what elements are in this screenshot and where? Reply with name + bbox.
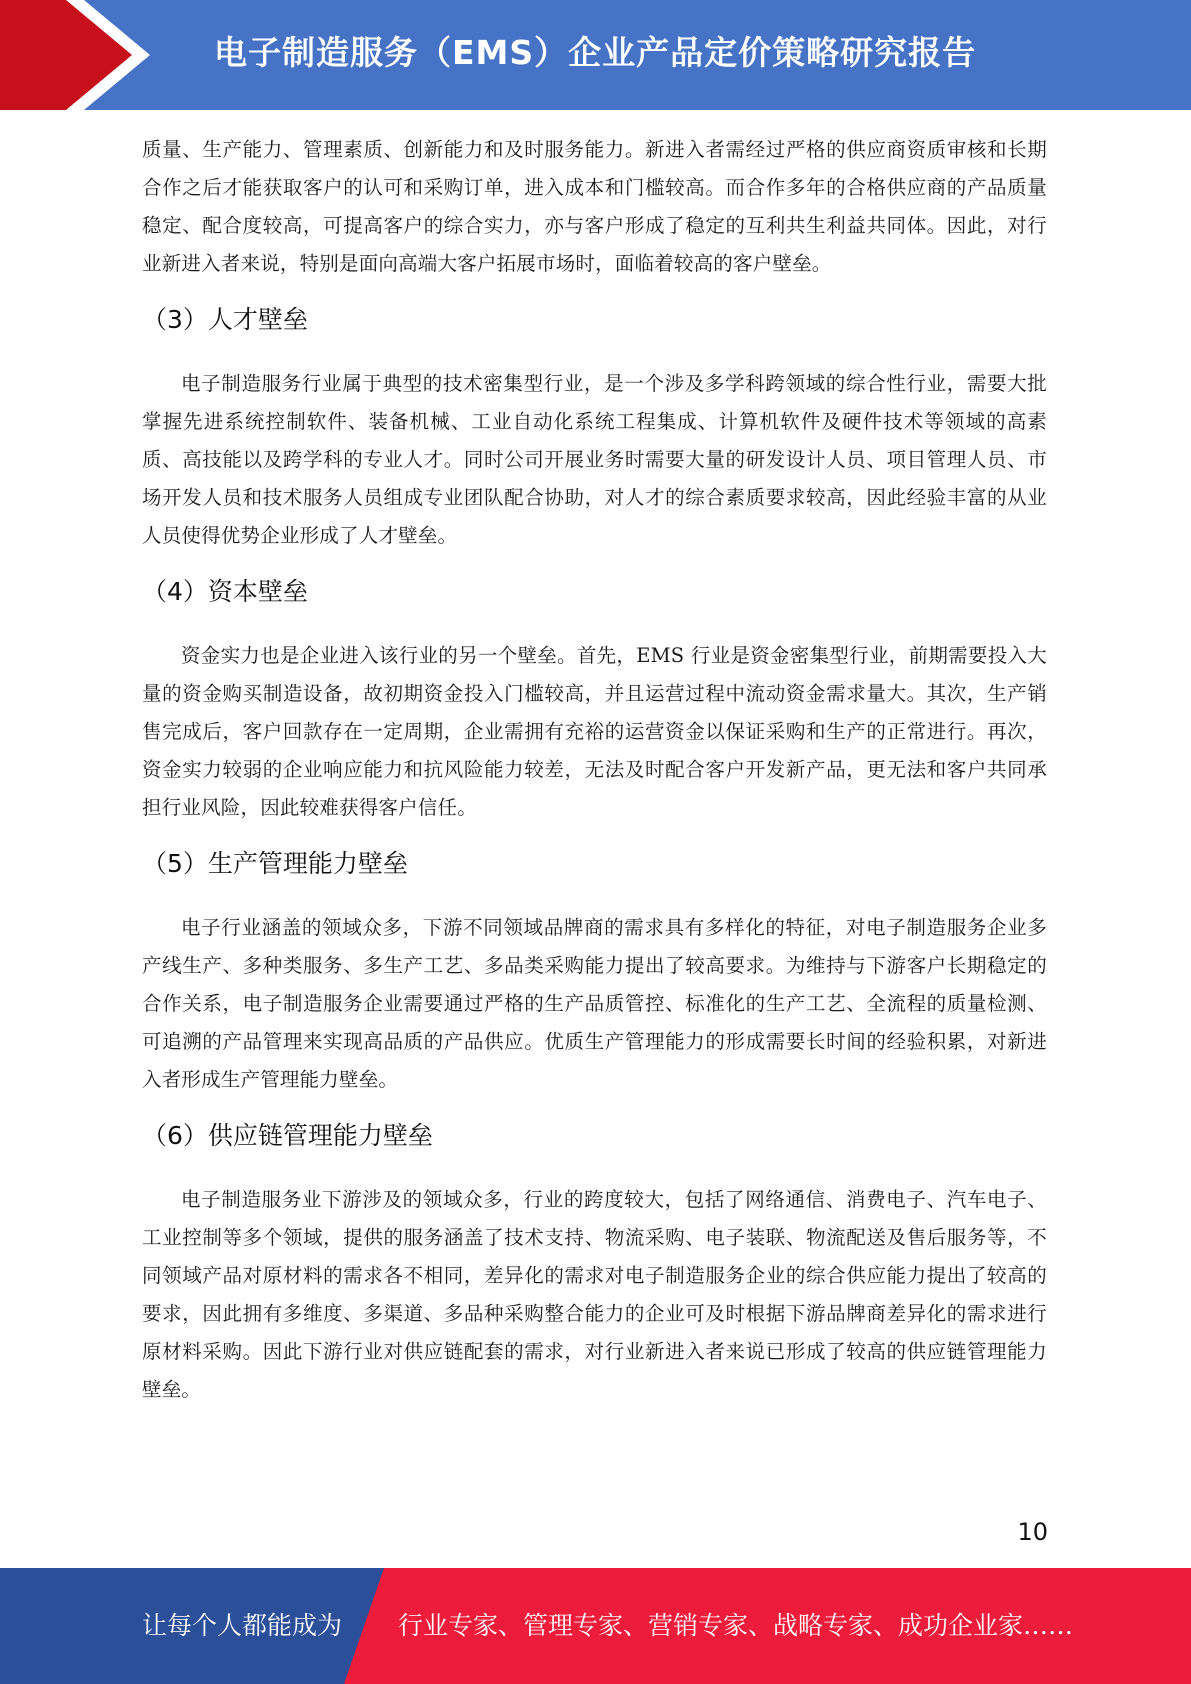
section-paragraph-production-management: 电子行业涵盖的领域众多，下游不同领域品牌商的需求具有多样化的特征，对电子制造服务企业多产线生产、多种类服务、多生产工艺、多品类采购能力提出了较高要求。为维持与下游客户长期稳定的合作关系，电子制造服务企业需要通过严格的生产品质管控、标准化的生产工艺、全流程的质量检测、可追溯的产品管理来实现高品质的产品供应。优质生产管理能力的形成需要长时间的经验积累，对新进入者形成生产管理能力壁垒。	[142, 916, 1047, 1091]
section-heading-talent: （3）人才壁垒	[142, 305, 308, 334]
footer-slogan-right: 行业专家、管理专家、营销专家、战略专家、成功企业家……	[398, 1611, 1074, 1640]
footer-slogan-left: 让每个人都能成为	[142, 1611, 343, 1640]
section-heading-capital: （4）资本壁垒	[142, 577, 308, 606]
red-chevron-decoration	[0, 0, 150, 110]
main-content	[142, 131, 1047, 1409]
intro-paragraph: 质量、生产能力、管理素质、创新能力和及时服务能力。新进入者需经过严格的供应商资质审核和长期合作之后才能获取客户的认可和采购订单，进入成本和门槛较高。而合作多年的合格供应商的产品质量稳定、配合度较高，可提高客户的综合实力，亦与客户形成了稳定的互利共生利益共同体。因此，对行业新进入者来说，特别是面向高端大客户拓展市场时，面临着较高的客户壁垒。	[142, 138, 1047, 275]
report-title: 电子制造服务（EMS）企业产品定价策略研究报告	[214, 33, 977, 72]
section-paragraph-capital: 资金实力也是企业进入该行业的另一个壁垒。首先，EMS 行业是资金密集型行业，前期需要投入大量的资金购买制造设备，故初期资金投入门槛较高，并且运营过程中流动资金需求量大。其次，生产销售完成后，客户回款存在一定周期，企业需拥有充裕的运营资金以保证采购和生产的正常进行。再次，资金实力较弱的企业响应能力和抗风险能力较差，无法及时配合客户开发新产品，更无法和客户共同承担行业风险，因此较难获得客户信任。	[142, 644, 1047, 819]
section-paragraph-supply-chain: 电子制造服务业下游涉及的领域众多，行业的跨度较大，包括了网络通信、消费电子、汽车电子、工业控制等多个领域，提供的服务涵盖了技术支持、物流采购、电子装联、物流配送及售后服务等，不同领域产品对原材料的需求各不相同，差异化的需求对电子制造服务企业的综合供应能力提出了较高的要求，因此拥有多维度、多渠道、多品种采购整合能力的企业可及时根据下游品牌商差异化的需求进行原材料采购。因此下游行业对供应链配套的需求，对行业新进入者来说已形成了较高的供应链管理能力壁垒。	[142, 1188, 1047, 1401]
section-heading-supply-chain: （6）供应链管理能力壁垒	[142, 1121, 433, 1150]
section-heading-production-management: （5）生产管理能力壁垒	[142, 849, 408, 878]
page-number: 10	[1017, 1518, 1048, 1546]
page-header	[0, 0, 1191, 110]
page-footer	[0, 1568, 1191, 1684]
section-paragraph-talent: 电子制造服务行业属于典型的技术密集型行业，是一个涉及多学科跨领域的综合性行业，需要大批掌握先进系统控制软件、装备机械、工业自动化系统工程集成、计算机软件及硬件技术等领域的高素质、高技能以及跨学科的专业人才。同时公司开展业务时需要大量的研发设计人员、项目管理人员、市场开发人员和技术服务人员组成专业团队配合协助，对人才的综合素质要求较高，因此经验丰富的从业人员使得优势企业形成了人才壁垒。	[142, 372, 1047, 547]
